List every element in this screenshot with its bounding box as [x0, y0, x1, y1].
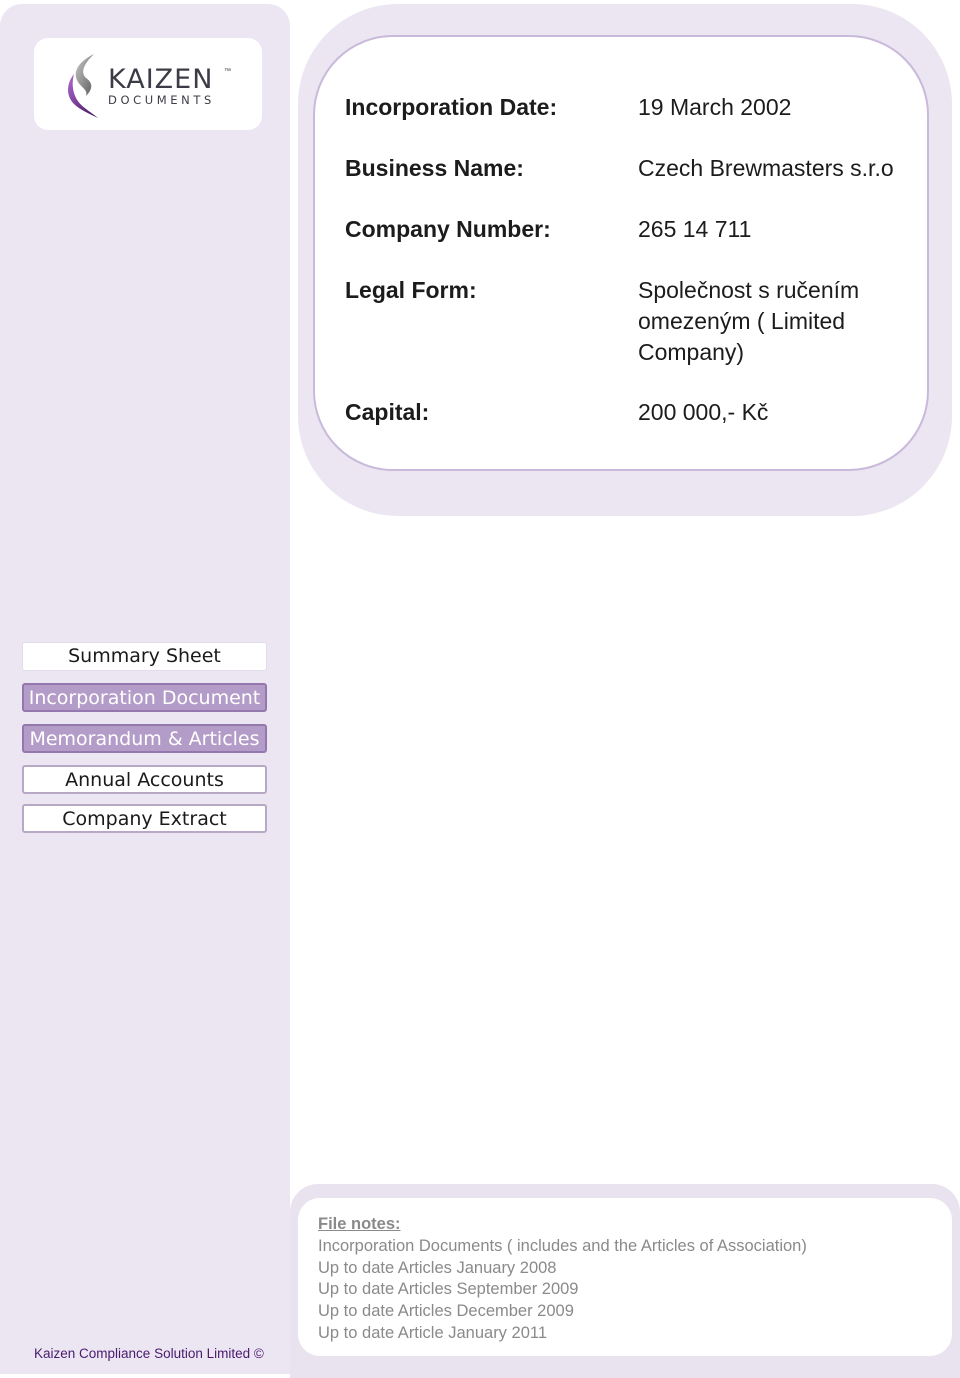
document-nav	[22, 642, 268, 845]
incorporation-date-value: 19 March 2002	[638, 94, 792, 120]
nav-company-extract[interactable]: Company Extract	[22, 804, 267, 833]
nav-incorporation-document[interactable]: Incorporation Document	[22, 683, 267, 712]
logo-wordmark: KAIZEN	[108, 64, 214, 95]
logo	[34, 38, 262, 130]
footer-credit: Kaizen Compliance Solution Limited ©	[34, 1346, 264, 1361]
logo-subtitle: DOCUMENTS	[108, 93, 215, 107]
file-notes-heading: File notes:	[318, 1215, 401, 1233]
file-notes	[318, 1214, 807, 1345]
file-note-line: Up to date Articles January 2008	[318, 1258, 557, 1277]
company-number-value: 265 14 711	[638, 216, 752, 242]
kaizen-logo-icon	[64, 52, 104, 118]
file-note-line: Up to date Articles September 2009	[318, 1280, 579, 1299]
file-note-line: Up to date Articles December 2009	[318, 1302, 574, 1321]
logo-trademark: ™	[224, 68, 231, 75]
company-number-label: Company Number:	[345, 216, 551, 242]
incorporation-date-label: Incorporation Date:	[345, 94, 558, 120]
capital-label: Capital:	[345, 399, 430, 425]
legal-form-label: Legal Form:	[345, 277, 477, 303]
business-name-value: Czech Brewmasters s.r.o	[638, 155, 894, 181]
file-note-line: Incorporation Documents ( includes and the Articles of Association)	[318, 1236, 807, 1255]
capital-value: 200 000,- Kč	[638, 399, 769, 425]
business-name-label: Business Name:	[345, 155, 524, 181]
nav-annual-accounts[interactable]: Annual Accounts	[22, 765, 267, 794]
file-note-line: Up to date Article January 2011	[318, 1323, 548, 1342]
legal-form-value: Společnost s ručením omezeným ( Limited Company)	[638, 277, 860, 365]
nav-memorandum-articles[interactable]: Memorandum & Articles	[22, 724, 267, 753]
nav-summary-sheet[interactable]: Summary Sheet	[22, 642, 267, 671]
